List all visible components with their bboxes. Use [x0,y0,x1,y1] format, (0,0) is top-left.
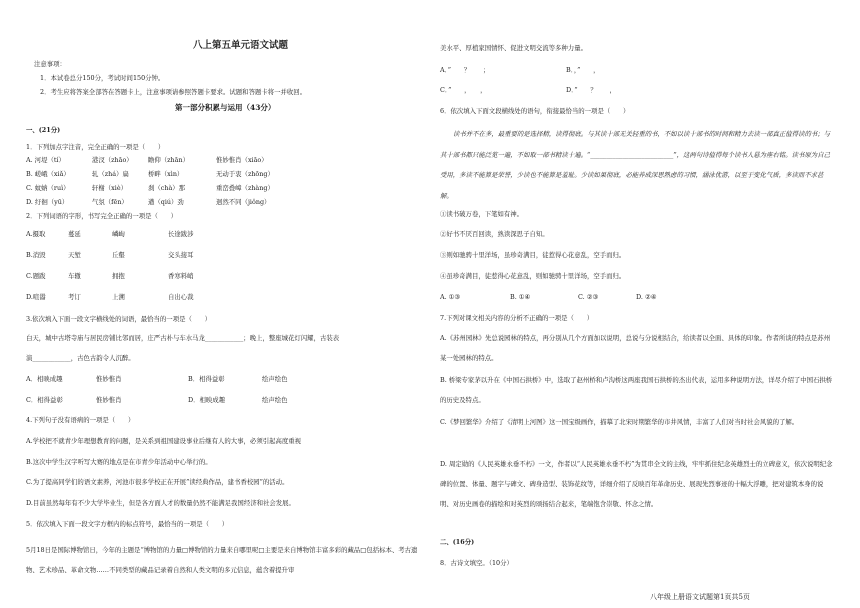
page-footer: 八年级上册语文试题第1页共5页 [650,593,750,601]
q1-opt-d-3: 遒（qiú）劲 [148,198,184,206]
q2-opt-a: A.摄取 [26,230,46,238]
q3-opt-c: C．相得益彰 [26,396,63,404]
q4-opt-b: B.这次中学生汉字听写大赛的地点是在市青少年活动中心举行的。 [26,458,212,466]
q7-opt-d: D. 周定勋的《人民英雄永垂不朽》一文，作者以“人民英雄永垂不朽”为贯串全文的主线，牢牢抓住纪念英雄烈士的立碑意义，依次说明纪念碑的位置、体量、题字与碑文、碑身造型、装饰花纹等，详细介绍了反映百年革命历史、展现先烈事迹的十幅大浮雕，把对建筑本身的说明、对历史画卷的描绘和对英烈的颂扬结合起来，笔端饱含崇敬、怀念之情。 [440,460,833,508]
q3-stem: 3.依次填入下面一段文字横线处的词语，最恰当的一项是（ ） [26,315,212,323]
notes-heading: 注意事项： [34,60,66,68]
q4-stem: 4.下列句子没有语病的一项是（ ） [26,416,135,424]
q3-opt-c-2: 惟妙惟肖 [96,396,122,404]
q6-option: ④虽珍奇满目，徒惹得心花意乱，则如驰骋十里洋场，空手而归。 [440,272,626,280]
part1-title: 第一部分积累与运用（43分） [175,103,276,112]
q1-opt-d-2: 气氛（fēn） [92,198,128,206]
q1-opt-a-3: 瞻仰（zhān） [148,156,189,164]
q5-opt-d: D．” ？ ， [566,86,616,94]
q3-text-2: 演____________，古色古韵令人沉醉。 [26,354,135,362]
q3-opt-a-2: 惟妙惟肖 [96,375,122,383]
q3-opt-d: D．相映成趣 [188,396,226,404]
q1-stem: 1．下列加点字注音，完全正确的一项是（ ） [26,143,165,151]
q6-choice-b: B. ①④ [510,293,531,301]
q1-opt-c-4: 重峦叠嶂（zhàng） [216,184,274,192]
q5-text: 5月18日是国际博物馆日，今年的主题是“博物馆的力量□博物馆的力量来自哪里呢□主要是来自博物馆丰富多彩的藏品□包括标本、考古遗物、艺术珍品、革命文物……不同类型的藏品记录着自然和人类文明的多元信息，蕴含着提升审 [26,546,418,574]
q5-opt-a: A．” ？ ； [440,66,490,74]
q6-option: ②好书不厌百回读，熟读深思子自知。 [440,230,549,238]
q2-opt-c-2: 车辙 [68,272,81,280]
q3-opt-b-2: 绘声绘色 [262,375,288,383]
q2-opt-d-3: 上溯 [112,293,125,301]
q3-text: 白天，城中古塔寺庙与居民房铺比邻而居，庄严古朴与车水马龙____________；晚上，整座城花灯闪耀，古装表 [26,334,340,342]
q1-opt-b-3: 桥畔（xìn） [148,170,184,178]
section-heading-2: 二、(16分) [440,538,475,546]
note-item: 2．考生应将答案全部答在答题卡上，注意事项请参照答题卡要求。试题和答题卡将一并收回。 [40,88,307,96]
q2-opt-d: D.喧嚣 [26,293,46,301]
q4-opt-d: D.目前虽然每年有不少大学毕业生，但是各方面人才的数量仍然不能满足我国经济和社会发展。 [26,499,295,507]
q1-opt-a-2: 港汊（zhāo） [92,156,133,164]
q5-stem: 5．依次填入下面一段文字方框内的标点符号，最恰当的一项是（ ） [26,520,229,528]
q1-opt-b-4: 无动于衷（zhōng） [216,170,274,178]
q1-opt-c-2: 轩榭（xiè） [92,184,127,192]
q7-opt-c: C.《梦回繁华》介绍了《清明上河图》这一国宝级画作，描摹了北宋时期繁华的市井风情，丰富了人们对当时社会风貌的了解。 [440,418,799,426]
q2-stem: 2．下列词语的字形，书写完全正确的一项是（ ） [26,212,178,220]
q6-option: ③则如驰骋十里洋场，虽珍奇满目，徒惹得心花意乱，空手而归。 [440,251,626,259]
q6-choice-c: C. ②③ [578,293,599,301]
q2-opt-c-3: 拥抱 [112,272,125,280]
q1-opt-b-2: 轧（zhá）扁 [92,170,129,178]
q1-opt-a: A. 河堤（tí） [26,156,65,164]
q4-opt-c: C.为了提高同学们的语文素养，河池市很多学校正在开展”读经典作品，建书香校园”的活动。 [26,478,289,486]
q5-text-cont: 美水平、厚植家国情怀、促进文明交流等多种力量。 [440,44,587,52]
q5-opt-b: B．，” ， [566,66,600,74]
q2-opt-d-4: 自出心裁 [168,293,194,301]
q5-opt-c: C．” ， ， [440,86,487,94]
q1-opt-d-4: 迥然不同（jiǒng） [216,198,271,206]
page-title: 八上第五单元语文试题 [193,40,289,51]
q6-text: 读书并不在多，最重要的是选择精，读得彻底。与其读十部无关轻重的书，不如以读十部书的时间和精力去读一部真正值得读的书；与其十部书都只能泛览一遍，不如取一部书精读十遍。“__________________________”，这两句诗值得每个读书人悬为座右铭。读书原为自己受用，多读不能算是荣誉，少读也不能算是羞耻。少读如果彻底，必能养成深思熟虑的习惯，涵泳优游，以至于变化气质，多读而不求甚解。 [440,130,831,200]
note-item: 1．本试卷总分150分，考试时间150分钟。 [40,74,165,82]
q3-opt-b: B．相得益彰 [188,375,225,383]
q1-opt-b: B. 嵯峨（xiǎ） [26,170,70,178]
q2-opt-b-2: 天堑 [68,251,81,259]
q6-stem: 6．依次填入下面文段横线处的语句，衔接最恰当的一项是（ ） [440,107,630,115]
q7-stem: 7.下列对课文相关内容的分析不正确的一项是（ ） [440,314,594,322]
q1-opt-d: D. 纡徊（yū） [26,198,69,206]
q3-opt-a: A．相映成趣 [26,375,63,383]
q8-stem: 8．古诗文填空。（10分） [440,559,513,567]
q6-choice-a: A. ①③ [440,293,461,301]
q2-opt-b: B.消毁 [26,251,46,259]
q1-opt-a-4: 惟妙惟肖（xiāo） [216,156,268,164]
q2-opt-c: C.题跋 [26,272,46,280]
q2-opt-c-4: 香寒料峭 [168,272,194,280]
q2-opt-d-2: 考订 [68,293,81,301]
q2-opt-a-4: 长途跋涉 [168,230,194,238]
q1-opt-c: C. 蚊蚋（ruì） [26,184,70,192]
section-heading: 一、(21分) [26,126,61,134]
q6-choice-d: D. ②④ [636,293,657,301]
q7-opt-a: A.《苏州园林》先总说园林的特点，再分别从几个方面加以说明，总说与分说相结合，给读者以全面、具体的印象。作者所谈的特点是苏州某一处园林的特点。 [440,334,831,362]
q2-opt-a-2: 蔓延 [68,230,81,238]
q2-opt-b-4: 交头接耳 [168,251,194,259]
q2-opt-b-3: 丘壑 [112,251,125,259]
q4-opt-a: A.学校把不就青少年理想教育的问题，是关系到祖国建设事业后继有人的大事，必须引起高度重视 [26,437,302,445]
q7-opt-b: B. 桥梁专家茅以升在《中国石拱桥》中，选取了赵州桥和卢沟桥这两座我国石拱桥的杰出代表，运用多种说明方法，详尽介绍了中国石拱桥的历史及特点。 [440,376,833,404]
q6-option: ①读书破万卷，下笔如有神。 [440,210,524,218]
q2-opt-a-3: 嶙峋 [112,230,125,238]
q1-opt-c-3: 刹（chà）那 [148,184,186,192]
q3-opt-d-2: 绘声绘色 [262,396,288,404]
